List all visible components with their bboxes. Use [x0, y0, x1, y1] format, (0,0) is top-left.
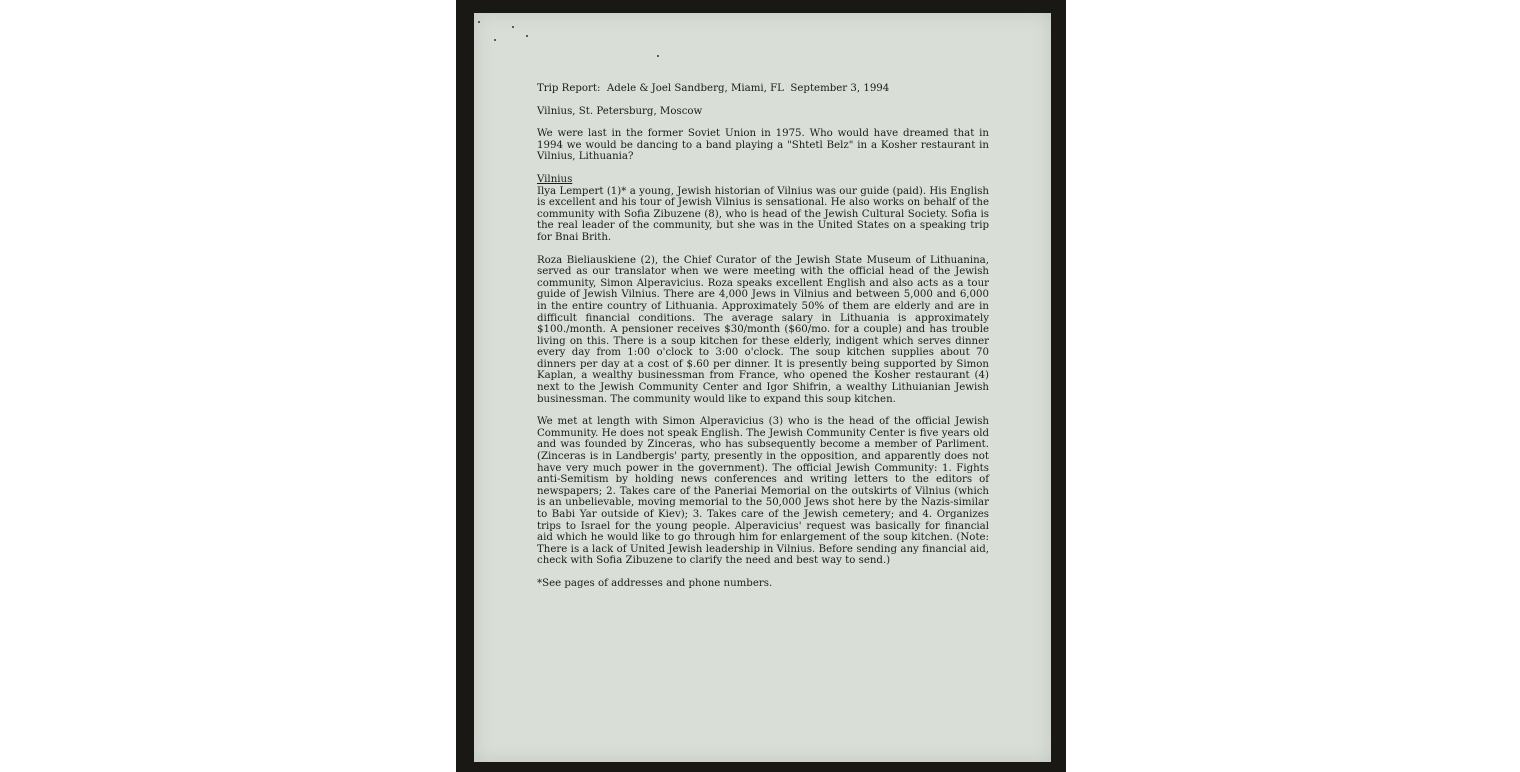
paper-speck	[526, 35, 528, 37]
paragraph-curator: Roza Bieliauskiene (2), the Chief Curator of the Jewish State Museum of Lithuanina, served as our translator when we were meeting with the official head of the Jewish community, Simon Alperavicius. Roza speaks excellent English and also acts as a tour guide of Jewish Vilnius. There are 4,000 Jews in Vilnius and between 5,000 and 6,000 in the entire country of Lithuania. Approximately 50% of them are elderly and are in difficult financial conditions. The average salary in Lithuania is approximately $100./month. A pensioner receives $30/month ($60/mo. for a couple) and has trouble living on this. There is a soup kitchen for these elderly, indigent which serves dinner every day from 1:00 o'clock to 3:00 o'clock. The soup kitchen supplies about 70 dinners per day at a cost of $.60 per dinner. It is presently being supported by Simon Kaplan, a wealthy businessman from France, who opened the Kosher restaurant (4) next to the Jewish Community Center and Igor Shifrin, a wealthy Lithuianian Jewish businessman. The community would like to expand this soup kitchen.	[537, 254, 989, 405]
cities-line: Vilnius, St. Petersburg, Moscow	[537, 105, 703, 117]
footnote: *See pages of addresses and phone numbers.	[537, 577, 773, 589]
paragraph-community: We met at length with Simon Alperavicius (3) who is the head of the official Jewish Community. He does not speak English. The Jewish Community Center is five years old and was founded by Zinceras, who has subsequently become a member of Parliment. (Zinceras is in Landbergis' party, presently in the opposition, and apparently does not have very much power in the government). The official Jewish Community: 1. Fights anti-Semitism by holding news conferences and writing letters to the editors of newspapers; 2. Takes care of the Paneriai Memorial on the outskirts of Vilnius (which is an unbelievable, moving memorial to the 50,000 Jews shot here by the Nazis-similar to Babi Yar outside of Kiev); 3. Takes care of the Jewish cemetery; and 4. Organizes trips to Israel for the young people. Alperavicius' request was basically for financial aid which he would like to go through him for enlargement of the soup kitchen. (Note: There is a lack of United Jewish leadership in Vilnius. Before sending any financial aid, check with Sofia Zibuzene to clarify the need and best way to send.)	[537, 416, 989, 567]
paragraph-guide: Ilya Lempert (1)* a young, Jewish historian of Vilnius was our guide (paid). His English is excellent and his tour of Jewish Vilnius is sensational. He also works on behalf of the community with Sofia Zibuzene (8), who is head of the Jewish Cultural Society. Sofia is the real leader of the community, but she was in the United States on a speaking trip for Bnai Brith.	[537, 185, 989, 243]
report-title: Trip Report: Adele & Joel Sandberg, Miami, FL September 3, 1994	[537, 83, 890, 94]
section-heading: Vilnius	[537, 173, 573, 185]
paper-speck	[478, 21, 480, 23]
vilnius-section	[537, 174, 989, 244]
paper-speck	[657, 55, 659, 57]
intro-paragraph: We were last in the former Soviet Union in 1975. Who would have dreamed that in 1994 we would be dancing to a band playing a "Shtetl Belz" in a Kosher restaurant in Vilnius, Lithuania?	[537, 128, 989, 163]
document-text	[537, 83, 989, 601]
paper-speck	[494, 39, 496, 41]
paper-speck	[512, 26, 514, 28]
